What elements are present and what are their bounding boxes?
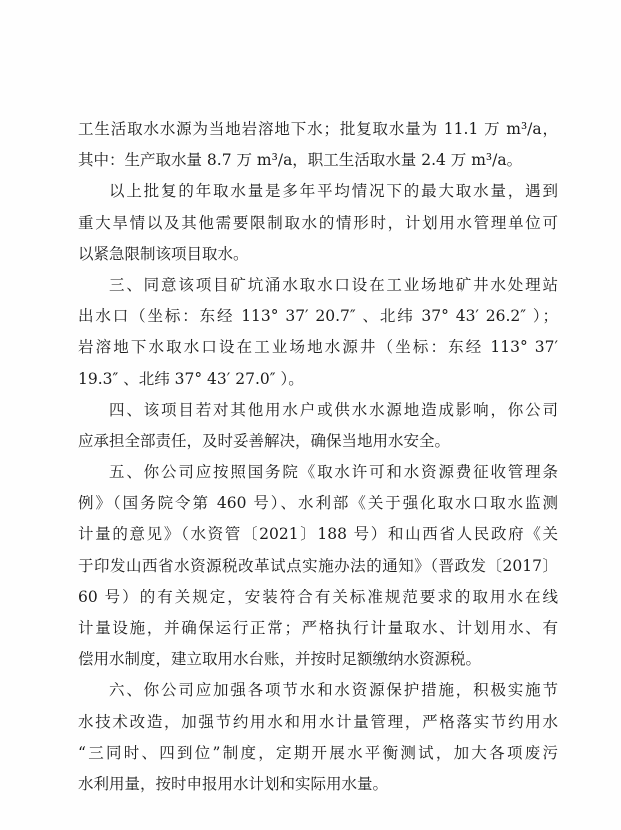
text-line: 计量的意见》（水资管〔2021〕188 号）和山西省人民政府《关 — [78, 525, 558, 544]
text-line: “三同时、四到位”制度，定期开展水平衡测试，加大各项废污 — [78, 743, 558, 762]
text-line: 四、该项目若对其他用水户或供水水源地造成影响，你公司 — [109, 400, 558, 419]
paragraph-water-saving — [78, 675, 558, 800]
text-line: 五、你公司应按照国务院《取水许可和水资源费征收管理条 — [109, 463, 558, 482]
text-line: 19.3″ 、北纬 37° 43′ 27.0″ ）。 — [78, 369, 304, 388]
document-body — [78, 114, 558, 800]
text-line: 重大旱情以及其他需要限制取水的情形时，计划用水管理单位可 — [78, 213, 558, 232]
text-line: 以紧急限制该项目取水。 — [78, 244, 249, 263]
text-line: 其中：生产取水量 8.7 万 m³/a，职工生活取水量 2.4 万 m³/a。 — [78, 151, 523, 170]
text-line: 岩溶地下水取水口设在工业场地水源井（坐标：东经 113° 37′ — [78, 338, 558, 357]
paragraph-water-source-continuation — [78, 114, 558, 176]
paragraph-liability — [78, 395, 558, 457]
text-line: 于印发山西省水资源税改革试点实施办法的通知》（晋政发〔2017〕 — [78, 556, 558, 575]
text-line: 三、同意该项目矿坑涌水取水口设在工业场地矿井水处理站 — [109, 275, 558, 294]
text-line: 出水口（坐标：东经 113° 37′ 20.7″ 、北纬 37° 43′ 26.2″ ）； — [78, 307, 558, 326]
paragraph-intake-location — [78, 270, 558, 395]
text-line: 水利用量，按时申报用水计划和实际用水量。 — [78, 774, 389, 793]
text-line: 例》（国务院令第 460 号）、水利部《关于强化取水口取水监测 — [78, 494, 558, 513]
text-line: 水技术改造，加强节约用水和用水计量管理，严格落实节约用水 — [78, 712, 558, 731]
paragraph-regulations — [78, 457, 558, 675]
text-line: 六、你公司应加强各项节水和水资源保护措施，积极实施节 — [109, 681, 558, 700]
text-line: 计量设施，并确保运行正常；严格执行计量取水、计划用水、有 — [78, 619, 558, 637]
text-line: 偿用水制度，建立取用水台账，并按时足额缴纳水资源税。 — [78, 650, 482, 669]
text-line: 60 号）的有关规定，安装符合有关标准规范要求的取用水在线 — [78, 587, 558, 606]
text-line: 以上批复的年取水量是多年平均情况下的最大取水量，遇到 — [109, 182, 558, 201]
text-line: 应承担全部责任，及时妥善解决，确保当地用水安全。 — [78, 431, 451, 450]
text-line: 工生活取水水源为当地岩溶地下水；批复取水量为 11.1 万 m³/a， — [78, 120, 558, 138]
paragraph-annual-quota — [78, 176, 558, 270]
